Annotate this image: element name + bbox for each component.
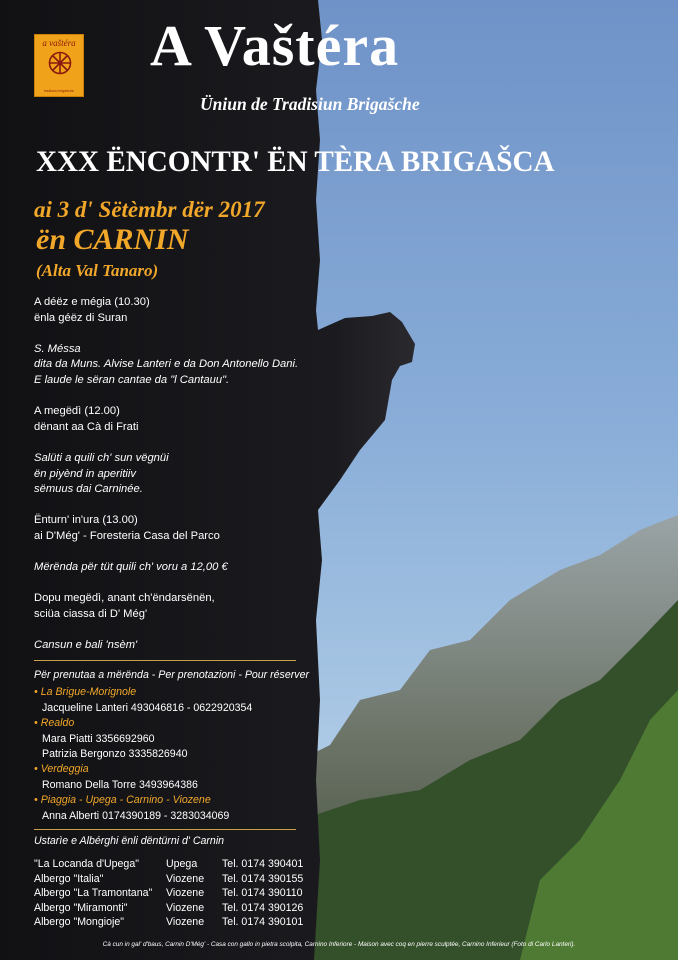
hotels-table [34, 857, 303, 930]
reservations [34, 668, 309, 824]
contact-person: Jacqueline Lanteri 493046816 - 0622920354 [42, 701, 253, 714]
program-line: Salüti a quili ch' sun vëgnüi [34, 451, 169, 464]
contact-person: Anna Alberti 0174390189 - 3283034069 [42, 809, 230, 822]
hotels-heading: Ustarìe e Albérghi ënli dëntürni d' Carnin [34, 835, 225, 847]
hotel-phone: Tel. 0174 390101 [222, 916, 304, 929]
event-place: ën CARNIN [36, 223, 189, 256]
program-line: Dopu megëdì, anant ch'ëndarsënën, [34, 592, 215, 605]
hotel-phone: Tel. 0174 390401 [222, 858, 304, 870]
program-line: A megëdì (12.00) [34, 405, 120, 418]
page-subtitle: Üniun de Tradisiun Brigašche [200, 94, 420, 114]
hotel-phone: Tel. 0174 390126 [222, 901, 304, 914]
program-line: S. Méssa [34, 342, 81, 355]
program-schedule [34, 295, 298, 669]
hotel-row [34, 915, 303, 930]
event-region: (Alta Val Tanaro) [36, 261, 159, 280]
hotel-town: Viozene [166, 901, 205, 914]
program-item [34, 342, 298, 389]
program-item [34, 451, 298, 498]
program-item [34, 295, 298, 326]
logo-name: a vaštéra [42, 38, 76, 48]
hotel-name: Albergo "La Tramontana" [34, 887, 153, 900]
program-line: ënla géëz di Suran [34, 311, 128, 324]
program-line: A déëz e mégia (10.30) [34, 296, 150, 308]
hotel-phone: Tel. 0174 390110 [222, 887, 303, 900]
program-item [34, 591, 298, 622]
event-date: ai 3 d' Sëtèmbr dër 2017 [34, 197, 265, 222]
hotel-town: Upega [166, 858, 198, 870]
contact-person: Patrizia Bergonzo 3335826940 [42, 748, 188, 761]
bullet-icon: • [34, 686, 38, 699]
contact-area-name: La Brigue-Morignole [40, 686, 137, 699]
program-line: dënant aa Cà di Frati [34, 420, 139, 433]
program-line: ën piyènd in aperitiiv [34, 467, 136, 480]
contact-area [34, 762, 309, 777]
contact-area [34, 685, 309, 700]
hotel-phone: Tel. 0174 390155 [222, 872, 304, 885]
hotel-row [34, 857, 303, 872]
logo-small-text: tradisiun brigašche [44, 89, 74, 93]
hotel-row [34, 901, 303, 916]
program-line: ai D'Még' - Foresteria Casa del Parco [34, 529, 220, 542]
hotel-row [34, 886, 303, 901]
hotel-name: "La Locanda d'Upega" [34, 858, 139, 870]
program-line: sciüa ciassa di D' Még' [34, 607, 148, 620]
program-line: Ënturn' in'ura (13.00) [34, 514, 138, 527]
program-item [34, 560, 298, 576]
event-title: XXX ËNCONTR' ËN TÈRA BRIGAŠCA [36, 145, 555, 178]
hotel-name: Albergo "Miramonti" [34, 901, 128, 914]
program-line: E laude le sëran cantae da "l Cantauu". [34, 373, 230, 386]
program-item [34, 404, 298, 435]
program-line: dita da Muns. Alvise Lanteri e da Don Antonello Dani. [34, 358, 299, 371]
page-title: A Vaštéra [150, 13, 400, 78]
hotel-name: Albergo "Italia" [34, 872, 104, 885]
hotel-town: Viozene [166, 887, 205, 900]
reservations-heading: Për prenutaa a mërënda - Per prenotazioni - Pour réserver [34, 669, 309, 681]
bullet-icon: • [34, 763, 38, 776]
photo-caption: Cà cun in gal' d'baus, Carnin D'Még' - Casa con gallo in pietra scolpita, Carnino Inferiore - Maison avec coq en pierre sculptée, Carnino Inferieur (Foto di Carlo Lanteri). [102, 941, 576, 948]
divider [34, 829, 296, 830]
hotel-town: Viozene [166, 916, 205, 929]
cross-emblem-icon [48, 51, 72, 75]
program-line: Cansun e bali 'nsèm' [34, 639, 138, 652]
program-item [34, 513, 298, 544]
association-logo [34, 34, 84, 97]
program-line: Mërënda për tüt quili ch' voru a 12,00 € [34, 561, 228, 574]
contact-area-name: Verdeggia [40, 763, 89, 776]
program-line: sëmuus dai Carninée. [34, 483, 143, 496]
program-item [34, 638, 298, 654]
divider [34, 660, 296, 661]
contact-person: Romano Della Torre 3493964386 [42, 778, 198, 791]
bullet-icon: • [34, 794, 38, 807]
contact-area [34, 716, 309, 731]
hotel-name: Albergo "Mongioje" [34, 916, 124, 929]
bullet-icon: • [34, 717, 38, 730]
hotel-row [34, 872, 303, 887]
contact-area-name: Piaggia - Upega - Carnino - Viozene [40, 794, 211, 807]
contact-person: Mara Piatti 3356692960 [42, 732, 155, 745]
hotel-town: Viozene [166, 872, 205, 885]
contact-area-name: Realdo [40, 717, 75, 730]
contact-area [34, 793, 309, 808]
